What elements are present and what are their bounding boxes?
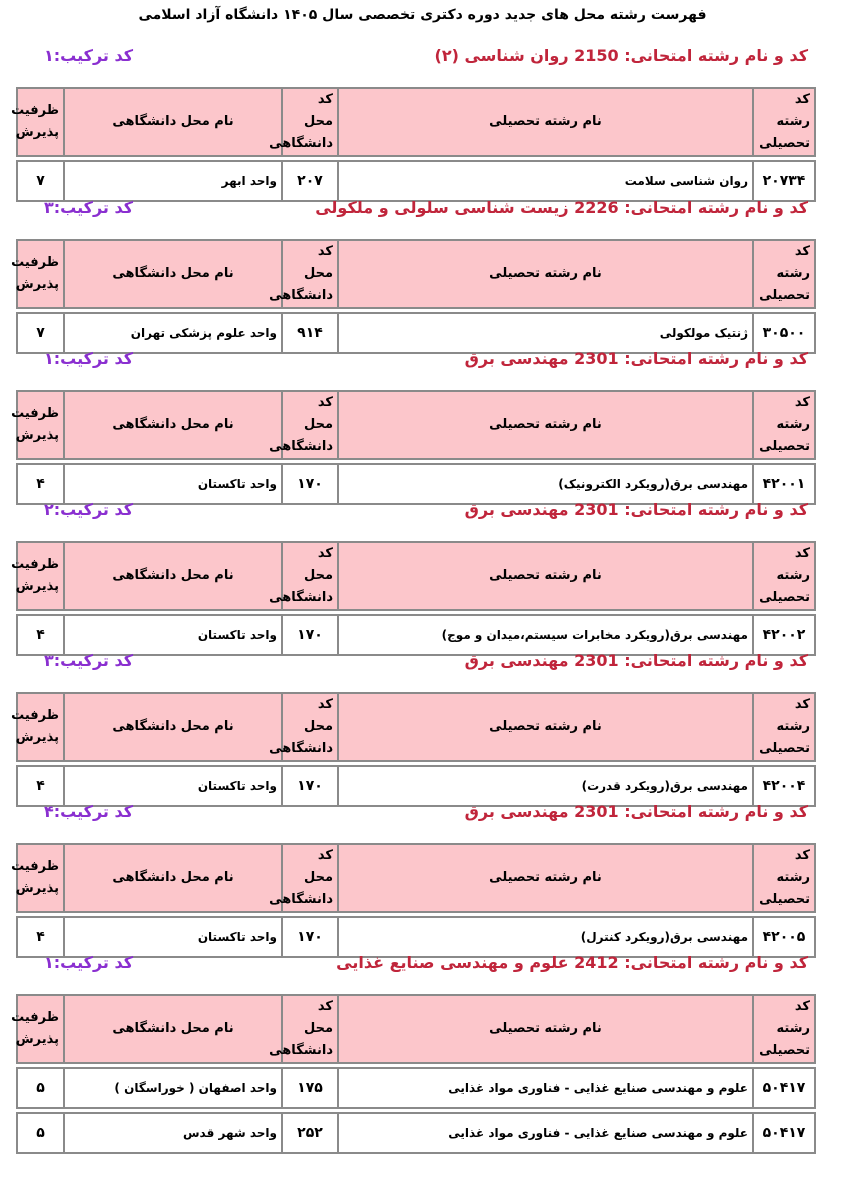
combo-prefix: کد ترکیب: [53, 953, 134, 972]
combo-value: ۳ [44, 651, 54, 670]
col-header-code: کد رشته تحصیلی [753, 995, 815, 1063]
programs-table [11, 239, 816, 354]
program-name: مهندسی برق(رویکرد کنترل) [338, 917, 753, 957]
table-header-row [17, 391, 815, 459]
col-header-name: نام رشته تحصیلی [338, 844, 753, 912]
university-code: ۱۷۰ [282, 464, 338, 504]
col-header-capacity: ظرفیت پذیرش [17, 240, 64, 308]
program-name: ژنتیک مولکولی [338, 313, 753, 353]
exam-field-name: مهندسی برق [464, 349, 569, 368]
exam-field-code: 2301 [568, 802, 619, 821]
section-block [11, 349, 814, 492]
section-header [16, 198, 814, 222]
exam-field-prefix: کد و نام رشته امتحانی: [618, 46, 808, 65]
exam-field-title [465, 651, 808, 670]
university-code: ۱۷۰ [282, 766, 338, 806]
exam-field-code: 2226 [568, 198, 619, 217]
table-row [17, 1113, 815, 1153]
table-row [17, 313, 815, 353]
exam-field-name: مهندسی برق [464, 651, 569, 670]
program-name: مهندسی برق(رویکرد مخابرات سیستم،میدان و موج) [338, 615, 753, 655]
combo-code [44, 500, 133, 519]
programs-table [11, 843, 816, 958]
combo-prefix: کد ترکیب: [53, 500, 134, 519]
exam-field-code: 2412 [568, 953, 619, 972]
col-header-uni-code: کد محل دانشگاهی [282, 995, 338, 1063]
program-code: ۳۰۵۰۰ [753, 313, 815, 353]
exam-field-prefix: کد و نام رشته امتحانی: [618, 349, 808, 368]
university-code: ۱۷۰ [282, 917, 338, 957]
table-row [17, 917, 815, 957]
university-name: واحد تاکستان [64, 464, 282, 504]
section-header [16, 349, 814, 373]
program-code: ۴۲۰۰۵ [753, 917, 815, 957]
exam-field-title [465, 802, 808, 821]
col-header-uni-code: کد محل دانشگاهی [282, 542, 338, 610]
university-name: واحد تاکستان [64, 615, 282, 655]
col-header-uni-code: کد محل دانشگاهی [282, 240, 338, 308]
exam-field-prefix: کد و نام رشته امتحانی: [618, 198, 808, 217]
programs-table [11, 994, 816, 1154]
col-header-capacity: ظرفیت پذیرش [17, 88, 64, 156]
capacity: ۴ [17, 615, 64, 655]
col-header-code: کد رشته تحصیلی [753, 542, 815, 610]
col-header-uni-code: کد محل دانشگاهی [282, 844, 338, 912]
exam-field-title [336, 953, 808, 972]
section-header [16, 46, 814, 70]
page-title: فهرست رشته محل های جدید دوره دکتری تخصصی سال ۱۴۰۵ دانشگاه آزاد اسلامی [138, 7, 707, 23]
table-header-row [17, 844, 815, 912]
capacity: ۴ [17, 464, 64, 504]
university-code: ۲۵۲ [282, 1113, 338, 1153]
university-name: واحد تاکستان [64, 766, 282, 806]
university-name: واحد تاکستان [64, 917, 282, 957]
combo-code [44, 198, 133, 217]
table-row [17, 766, 815, 806]
col-header-capacity: ظرفیت پذیرش [17, 391, 64, 459]
program-code: ۵۰۴۱۷ [753, 1113, 815, 1153]
programs-table [11, 390, 816, 505]
col-header-uni-name: نام محل دانشگاهی [64, 88, 282, 156]
exam-field-title [465, 349, 808, 368]
exam-field-code: 2301 [568, 651, 619, 670]
combo-code [44, 349, 133, 368]
table-row [17, 615, 815, 655]
section-header [16, 500, 814, 524]
table-header-row [17, 88, 815, 156]
section-block [11, 802, 814, 945]
combo-prefix: کد ترکیب: [53, 802, 134, 821]
exam-field-code: 2301 [568, 500, 619, 519]
combo-value: ۲ [44, 500, 54, 519]
exam-field-name: علوم و مهندسی صنایع غذایی [336, 953, 569, 972]
program-code: ۴۲۰۰۲ [753, 615, 815, 655]
col-header-uni-code: کد محل دانشگاهی [282, 391, 338, 459]
programs-table [11, 87, 816, 202]
program-name: روان شناسی سلامت [338, 161, 753, 201]
col-header-capacity: ظرفیت پذیرش [17, 844, 64, 912]
col-header-uni-code: کد محل دانشگاهی [282, 88, 338, 156]
exam-field-title [465, 500, 808, 519]
combo-code [44, 651, 133, 670]
section-block [11, 500, 814, 643]
exam-field-code: 2301 [568, 349, 619, 368]
exam-field-name: زیست شناسی سلولی و ملکولی [315, 198, 569, 217]
program-name: مهندسی برق(رویکرد قدرت) [338, 766, 753, 806]
combo-code [44, 802, 133, 821]
section-block [11, 651, 814, 794]
combo-value: ۱ [44, 953, 54, 972]
section-block [11, 46, 814, 189]
university-name: واحد علوم پزشکی تهران [64, 313, 282, 353]
program-name: علوم و مهندسی صنایع غذایی - فناوری مواد غذایی [338, 1113, 753, 1153]
table-header-row [17, 542, 815, 610]
col-header-uni-name: نام محل دانشگاهی [64, 240, 282, 308]
program-code: ۴۲۰۰۱ [753, 464, 815, 504]
section-header [16, 802, 814, 826]
university-code: ۹۱۴ [282, 313, 338, 353]
combo-value: ۴ [44, 802, 54, 821]
col-header-capacity: ظرفیت پذیرش [17, 693, 64, 761]
col-header-uni-name: نام محل دانشگاهی [64, 542, 282, 610]
exam-field-name: مهندسی برق [464, 802, 569, 821]
exam-field-title [435, 46, 808, 65]
exam-field-prefix: کد و نام رشته امتحانی: [618, 651, 808, 670]
col-header-uni-name: نام محل دانشگاهی [64, 844, 282, 912]
table-row [17, 161, 815, 201]
col-header-code: کد رشته تحصیلی [753, 240, 815, 308]
section-block [11, 953, 814, 1141]
university-name: واحد اصفهان ( خوراسگان ) [64, 1068, 282, 1108]
table-header-row [17, 240, 815, 308]
exam-field-prefix: کد و نام رشته امتحانی: [618, 953, 808, 972]
section-header [16, 953, 814, 977]
university-code: ۱۷۰ [282, 615, 338, 655]
col-header-uni-name: نام محل دانشگاهی [64, 391, 282, 459]
combo-value: ۳ [44, 198, 54, 217]
exam-field-prefix: کد و نام رشته امتحانی: [618, 802, 808, 821]
combo-code [44, 46, 133, 65]
col-header-code: کد رشته تحصیلی [753, 693, 815, 761]
program-code: ۲۰۷۳۴ [753, 161, 815, 201]
table-row [17, 464, 815, 504]
program-code: ۵۰۴۱۷ [753, 1068, 815, 1108]
exam-field-code: 2150 [568, 46, 619, 65]
col-header-name: نام رشته تحصیلی [338, 542, 753, 610]
university-code: ۱۷۵ [282, 1068, 338, 1108]
capacity: ۴ [17, 917, 64, 957]
combo-prefix: کد ترکیب: [53, 349, 134, 368]
exam-field-title [315, 198, 808, 217]
col-header-code: کد رشته تحصیلی [753, 844, 815, 912]
col-header-uni-name: نام محل دانشگاهی [64, 693, 282, 761]
col-header-code: کد رشته تحصیلی [753, 88, 815, 156]
section-block [11, 198, 814, 341]
university-code: ۲۰۷ [282, 161, 338, 201]
university-name: واحد شهر قدس [64, 1113, 282, 1153]
combo-value: ۱ [44, 349, 54, 368]
capacity: ۷ [17, 313, 64, 353]
combo-prefix: کد ترکیب: [53, 46, 134, 65]
col-header-name: نام رشته تحصیلی [338, 693, 753, 761]
combo-code [44, 953, 133, 972]
col-header-capacity: ظرفیت پذیرش [17, 995, 64, 1063]
section-header [16, 651, 814, 675]
col-header-capacity: ظرفیت پذیرش [17, 542, 64, 610]
exam-field-prefix: کد و نام رشته امتحانی: [618, 500, 808, 519]
col-header-uni-code: کد محل دانشگاهی [282, 693, 338, 761]
table-header-row [17, 995, 815, 1063]
capacity: ۴ [17, 766, 64, 806]
combo-prefix: کد ترکیب: [53, 651, 134, 670]
col-header-code: کد رشته تحصیلی [753, 391, 815, 459]
col-header-name: نام رشته تحصیلی [338, 240, 753, 308]
capacity: ۷ [17, 161, 64, 201]
table-header-row [17, 693, 815, 761]
col-header-uni-name: نام محل دانشگاهی [64, 995, 282, 1063]
exam-field-name: روان شناسی (۲) [434, 46, 569, 65]
programs-table [11, 541, 816, 656]
combo-value: ۱ [44, 46, 54, 65]
combo-prefix: کد ترکیب: [53, 198, 134, 217]
program-code: ۴۲۰۰۴ [753, 766, 815, 806]
col-header-name: نام رشته تحصیلی [338, 995, 753, 1063]
university-name: واحد ابهر [64, 161, 282, 201]
exam-field-name: مهندسی برق [464, 500, 569, 519]
programs-table [11, 692, 816, 807]
col-header-name: نام رشته تحصیلی [338, 391, 753, 459]
capacity: ۵ [17, 1068, 64, 1108]
capacity: ۵ [17, 1113, 64, 1153]
program-name: مهندسی برق(رویکرد الکترونیک) [338, 464, 753, 504]
col-header-name: نام رشته تحصیلی [338, 88, 753, 156]
program-name: علوم و مهندسی صنایع غذایی - فناوری مواد غذایی [338, 1068, 753, 1108]
table-row [17, 1068, 815, 1108]
